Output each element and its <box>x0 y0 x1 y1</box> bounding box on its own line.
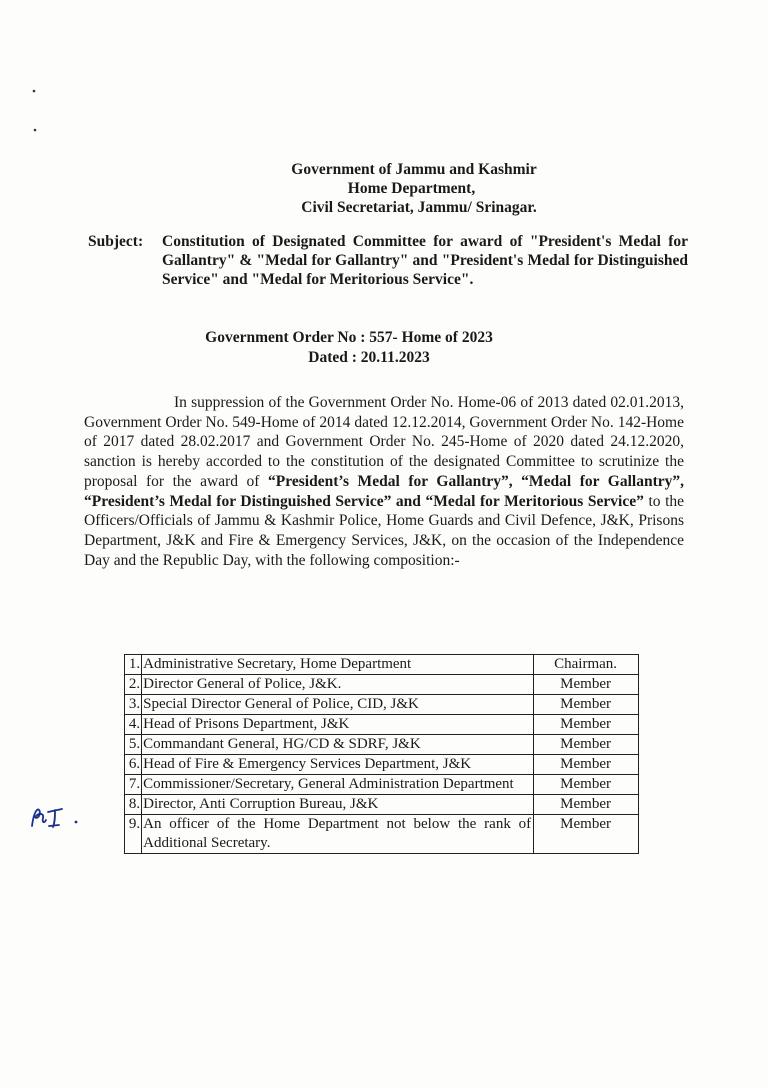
row-role: Member <box>534 815 639 854</box>
row-number: 3. <box>125 695 142 715</box>
row-designation: Commissioner/Secretary, General Administration Department <box>142 775 534 795</box>
composition-row <box>125 695 639 715</box>
row-designation: Commandant General, HG/CD & SDRF, J&K <box>142 735 534 755</box>
row-role: Member <box>534 695 639 715</box>
composition-table <box>124 654 639 854</box>
medal-names: “President’s Medal for Gallantry”, “Medal for Gallantry”, “President’s Medal for Distinguished Service” and “Medal for Meritorious Service” <box>84 472 684 510</box>
order-block <box>0 328 768 368</box>
composition-row <box>125 775 639 795</box>
order-date: Dated : 20.11.2023 <box>308 349 430 366</box>
row-number: 7. <box>125 775 142 795</box>
subject-block <box>88 232 688 289</box>
composition-row <box>125 815 639 854</box>
order-body <box>84 393 684 570</box>
subject-label: Subject: <box>88 233 144 250</box>
order-paragraph <box>84 393 684 570</box>
row-designation: An officer of the Home Department not below the rank of Additional Secretary. <box>142 815 534 854</box>
row-designation: Special Director General of Police, CID, J&K <box>142 695 534 715</box>
composition-row <box>125 655 639 675</box>
row-role: Member <box>534 775 639 795</box>
letterhead <box>0 160 768 217</box>
paragraph-conclusion: to the Officers/Officials of Jammu & Kashmir Police, Home Guards and Civil Defence, J&K, Prisons Department, J&K and Fire & Emergency Services, J&K, on the occasion of the Independence Day and the Republic Day, with the following composition:- <box>84 492 685 569</box>
department-name: Home Department, <box>347 180 476 197</box>
order-number: Government Order No : 557- Home of 2023 <box>205 329 493 346</box>
row-role: Member <box>534 675 639 695</box>
row-role: Member <box>534 755 639 775</box>
composition-row <box>125 755 639 775</box>
row-designation: Head of Fire & Emergency Services Department, J&K <box>142 755 534 775</box>
composition-row <box>125 795 639 815</box>
subject-text: Constitution of Designated Committee for award of "President's Medal for Gallantry" & "Medal for Gallantry" and "President's Medal for Distinguished Service" and "Medal for Meritorious Service". <box>162 233 688 288</box>
row-number: 8. <box>125 795 142 815</box>
row-number: 1. <box>125 655 142 675</box>
row-role: Chairman. <box>534 655 639 675</box>
composition-row <box>125 735 639 755</box>
margin-marks <box>30 88 42 138</box>
row-number: 5. <box>125 735 142 755</box>
composition-row <box>125 715 639 735</box>
row-number: 2. <box>125 675 142 695</box>
row-number: 9. <box>125 815 142 854</box>
row-number: 6. <box>125 755 142 775</box>
row-number: 4. <box>125 715 142 735</box>
row-role: Member <box>534 795 639 815</box>
government-name: Government of Jammu and Kashmir <box>291 161 537 178</box>
row-role: Member <box>534 735 639 755</box>
row-designation: Director General of Police, J&K. <box>142 675 534 695</box>
paragraph-intro: In suppression of the Government Order No. Home-06 of 2013 dated 02.01.2013, Government Order No. 549-Home of 2014 dated 12.12.2014, Government Order No. 142-Home of 2017 dated 28.02.2017 and Government Order No. 245-Home of 2020 dated 24.12.2020, sanction is hereby accorded to the constitution of the designated Committee to scrutinize the proposal for the award of <box>84 394 684 490</box>
row-designation: Director, Anti Corruption Bureau, J&K <box>142 795 534 815</box>
row-designation: Administrative Secretary, Home Department <box>142 655 534 675</box>
signature-initials <box>28 800 88 830</box>
row-designation: Head of Prisons Department, J&K <box>142 715 534 735</box>
row-role: Member <box>534 715 639 735</box>
composition-row <box>125 675 639 695</box>
secretariat-address: Civil Secretariat, Jammu/ Srinagar. <box>301 199 537 216</box>
